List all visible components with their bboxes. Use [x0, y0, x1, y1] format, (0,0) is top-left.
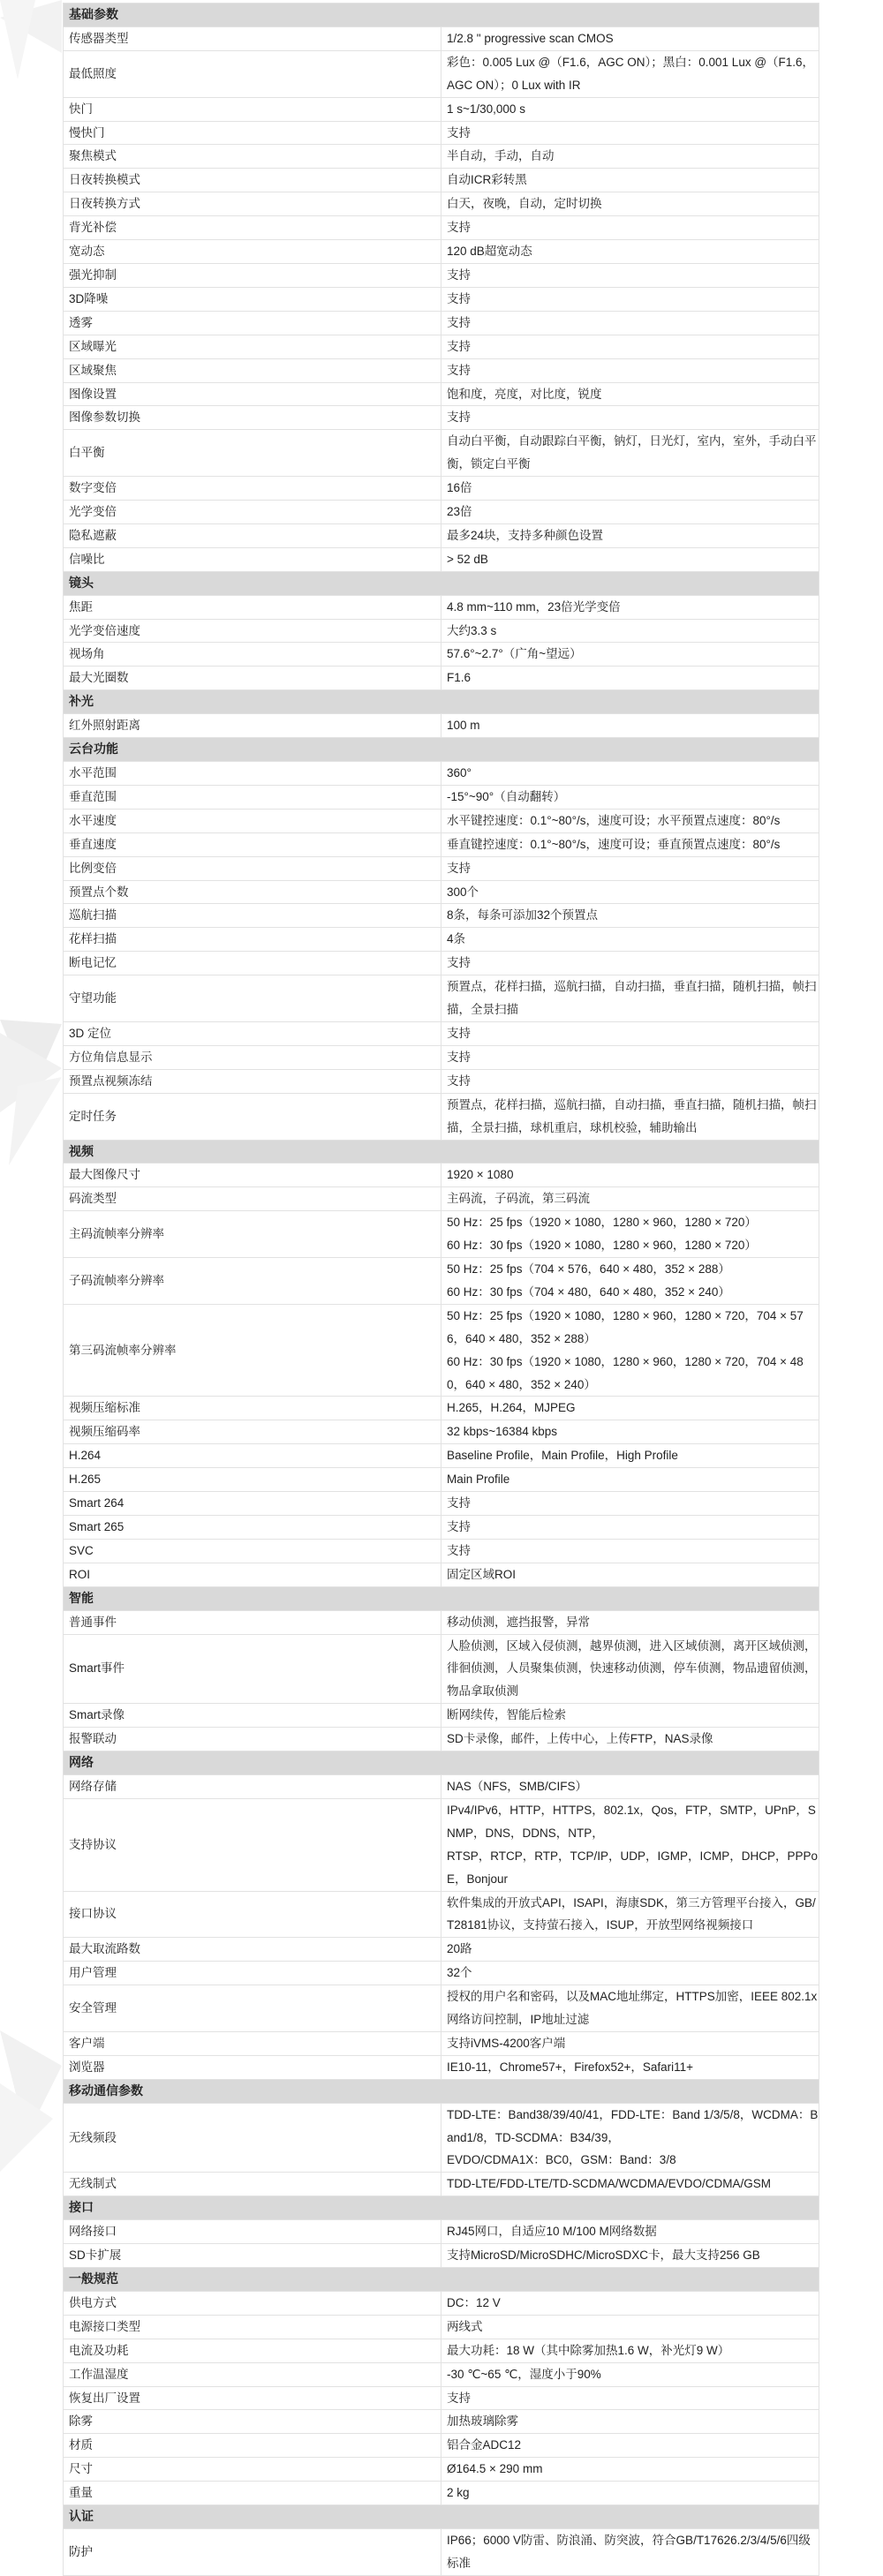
spec-key: 视频压缩码率 [64, 1420, 442, 1444]
table-row [64, 1774, 819, 1798]
spec-value: 自动白平衡，自动跟踪白平衡，钠灯，日光灯，室内，室外，手动白平衡，锁定白平衡 [442, 430, 819, 477]
spec-value [442, 1258, 819, 1305]
spec-key: 快门 [64, 97, 442, 121]
spec-value: 支持 [442, 263, 819, 287]
spec-value: 主码流，子码流，第三码流 [442, 1187, 819, 1211]
table-row [64, 1164, 819, 1187]
spec-table [63, 3, 819, 2576]
spec-value: > 52 dB [442, 547, 819, 571]
spec-key: 恢复出厂设置 [64, 2386, 442, 2410]
table-row [64, 2434, 819, 2458]
spec-value: 100 m [442, 714, 819, 738]
table-row [64, 809, 819, 832]
spec-key: 红外照射距离 [64, 714, 442, 738]
table-row [64, 2031, 819, 2055]
spec-value: DC：12 V [442, 2291, 819, 2315]
spec-key: 接口协议 [64, 1891, 442, 1938]
spec-key: Smart事件 [64, 1634, 442, 1704]
spec-key: 3D 定位 [64, 1021, 442, 1045]
table-row [64, 1610, 819, 1634]
spec-key: 比例变倍 [64, 856, 442, 880]
spec-key: 防护 [64, 2528, 442, 2575]
spec-value-line: TDD-LTE：Band38/39/40/41，FDD-LTE：Band 1/3/5/8，WCDMA：Band1/8，TD-SCDMA：B34/39， [447, 2107, 819, 2144]
spec-key: 普通事件 [64, 1610, 442, 1634]
spec-value: 最大功耗：18 W（其中除雾加热1.6 W，补光灯9 W） [442, 2339, 819, 2362]
spec-value: 支持 [442, 311, 819, 335]
table-row [64, 2528, 819, 2575]
spec-value-line: 50 Hz：25 fps（704 × 576，640 × 480，352 × 288） [447, 1262, 730, 1277]
spec-value: 1920 × 1080 [442, 1164, 819, 1187]
spec-value: 移动侦测，遮挡报警，异常 [442, 1610, 819, 1634]
spec-value: SD卡录像，邮件，上传中心，上传FTP，NAS录像 [442, 1728, 819, 1751]
spec-value [442, 1304, 819, 1397]
spec-value: 1 s~1/30,000 s [442, 97, 819, 121]
table-row [64, 1468, 819, 1492]
table-row [64, 1516, 819, 1540]
section-title: 云台功能 [64, 738, 819, 762]
spec-value: H.265，H.264，MJPEG [442, 1397, 819, 1420]
spec-value: 20路 [442, 1938, 819, 1962]
spec-value: 支持 [442, 1516, 819, 1540]
spec-value: 支持 [442, 287, 819, 311]
table-row [64, 904, 819, 928]
table-row [64, 1258, 819, 1305]
table-row [64, 2458, 819, 2482]
section-header [64, 1140, 819, 1164]
spec-key: 电源接口类型 [64, 2315, 442, 2339]
table-row [64, 145, 819, 169]
table-row [64, 1304, 819, 1397]
spec-value: 水平键控速度：0.1°~80°/s，速度可设；水平预置点速度：80°/s [442, 809, 819, 832]
spec-value: 支持 [442, 1539, 819, 1563]
spec-value: TDD-LTE/FDD-LTE/TD-SCDMA/WCDMA/EVDO/CDMA/GSM [442, 2173, 819, 2196]
spec-key: 工作温湿度 [64, 2362, 442, 2386]
spec-key: 材质 [64, 2434, 442, 2458]
spec-key: 日夜转换模式 [64, 169, 442, 192]
spec-value: 120 dB超宽动态 [442, 240, 819, 264]
section-title: 视频 [64, 1140, 819, 1164]
spec-value-line: 50 Hz：25 fps（1920 × 1080，1280 × 960，1280 × 720） [447, 1216, 757, 1230]
table-row [64, 358, 819, 382]
table-row [64, 1492, 819, 1516]
spec-key: 图像设置 [64, 382, 442, 406]
spec-key: 水平范围 [64, 762, 442, 786]
spec-key: 重量 [64, 2482, 442, 2505]
table-row [64, 1093, 819, 1140]
section-header [64, 690, 819, 714]
spec-value: 2 kg [442, 2482, 819, 2505]
spec-key: 守望功能 [64, 975, 442, 1022]
table-row [64, 50, 819, 97]
spec-value: Baseline Profile，Main Profile，High Profile [442, 1444, 819, 1468]
spec-value: Main Profile [442, 1468, 819, 1492]
spec-key: ROI [64, 1563, 442, 1586]
spec-key: 网络接口 [64, 2220, 442, 2244]
table-row [64, 1444, 819, 1468]
table-row [64, 2339, 819, 2362]
section-title: 基础参数 [64, 4, 819, 27]
section-title: 移动通信参数 [64, 2079, 819, 2103]
table-row [64, 2173, 819, 2196]
section-header [64, 571, 819, 595]
spec-value [442, 2103, 819, 2173]
spec-key: 数字变倍 [64, 477, 442, 501]
table-row [64, 1045, 819, 1069]
table-row [64, 2055, 819, 2079]
table-row [64, 619, 819, 643]
section-header [64, 2268, 819, 2292]
spec-key: 供电方式 [64, 2291, 442, 2315]
spec-key: 白平衡 [64, 430, 442, 477]
spec-value: 支持 [442, 1021, 819, 1045]
spec-key: 主码流帧率分辨率 [64, 1211, 442, 1258]
table-row [64, 97, 819, 121]
spec-key: 区域曝光 [64, 335, 442, 358]
table-row [64, 1563, 819, 1586]
spec-value: 支持 [442, 856, 819, 880]
spec-value: 16倍 [442, 477, 819, 501]
table-row [64, 2244, 819, 2268]
spec-value-line: 50 Hz：25 fps（1920 × 1080，1280 × 960，1280 × 720，704 × 576，640 × 480，352 × 288） [447, 1308, 804, 1345]
spec-key: 垂直速度 [64, 832, 442, 856]
spec-value: 57.6°~2.7°（广角~望远） [442, 643, 819, 667]
table-row [64, 928, 819, 952]
spec-key: SVC [64, 1539, 442, 1563]
table-row [64, 1021, 819, 1045]
table-row [64, 2220, 819, 2244]
table-row [64, 523, 819, 547]
table-row [64, 430, 819, 477]
table-row [64, 2291, 819, 2315]
section-header [64, 1751, 819, 1775]
section-title: 接口 [64, 2196, 819, 2220]
table-row [64, 1891, 819, 1938]
section-title: 一般规范 [64, 2268, 819, 2292]
spec-key: 花样扫描 [64, 928, 442, 952]
spec-key: 视频压缩标准 [64, 1397, 442, 1420]
table-row [64, 785, 819, 809]
spec-key: 巡航扫描 [64, 904, 442, 928]
spec-key: 方位角信息显示 [64, 1045, 442, 1069]
table-row [64, 26, 819, 50]
section-title: 认证 [64, 2505, 819, 2529]
spec-key: H.265 [64, 1468, 442, 1492]
spec-key: 无线制式 [64, 2173, 442, 2196]
spec-value: 加热玻璃除雾 [442, 2410, 819, 2434]
spec-value: 最多24块，支持多种颜色设置 [442, 523, 819, 547]
spec-key: 网络存储 [64, 1774, 442, 1798]
spec-key: 子码流帧率分辨率 [64, 1258, 442, 1305]
spec-value: 断网续传，智能后检索 [442, 1704, 819, 1728]
table-row [64, 1985, 819, 2032]
spec-key: 支持协议 [64, 1798, 442, 1891]
spec-key: 报警联动 [64, 1728, 442, 1751]
spec-value: 预置点，花样扫描，巡航扫描，自动扫描，垂直扫描，随机扫描，帧扫描，全景扫描，球机重启，球机校验，辅助输出 [442, 1093, 819, 1140]
table-row [64, 762, 819, 786]
spec-value: IE10-11，Chrome57+，Firefox52+，Safari11+ [442, 2055, 819, 2079]
spec-key: 光学变倍速度 [64, 619, 442, 643]
section-header [64, 4, 819, 27]
spec-key: SD卡扩展 [64, 2244, 442, 2268]
spec-key: 断电记忆 [64, 952, 442, 975]
table-row [64, 1187, 819, 1211]
spec-value: 支持 [442, 406, 819, 430]
section-header [64, 2079, 819, 2103]
spec-value: 人脸侦测，区域入侵侦测，越界侦测，进入区域侦测，离开区域侦测，徘徊侦测，人员聚集侦测，快速移动侦测，停车侦测，物品遗留侦测，物品拿取侦测 [442, 1634, 819, 1704]
spec-value [442, 1798, 819, 1891]
spec-value: 32 kbps~16384 kbps [442, 1420, 819, 1444]
table-row [64, 2482, 819, 2505]
spec-value [442, 1211, 819, 1258]
spec-value: 4条 [442, 928, 819, 952]
table-row [64, 1539, 819, 1563]
spec-key: 除雾 [64, 2410, 442, 2434]
table-row [64, 1704, 819, 1728]
spec-value: 32个 [442, 1962, 819, 1985]
spec-key: 信噪比 [64, 547, 442, 571]
spec-key: 焦距 [64, 595, 442, 619]
table-row [64, 856, 819, 880]
spec-value: Ø164.5 × 290 mm [442, 2458, 819, 2482]
spec-key: 第三码流帧率分辨率 [64, 1304, 442, 1397]
spec-key: 预置点个数 [64, 880, 442, 904]
spec-key: 背光补偿 [64, 216, 442, 240]
spec-value-line: RTSP，RTCP，RTP，TCP/IP，UDP，IGMP，ICMP，DHCP，PPPoE，Bonjour [447, 1849, 819, 1886]
spec-key: 客户端 [64, 2031, 442, 2055]
table-row [64, 880, 819, 904]
spec-value: 白天，夜晚，自动，定时切换 [442, 192, 819, 216]
table-row [64, 714, 819, 738]
spec-value: 彩色：0.005 Lux @（F1.6，AGC ON）；黑白：0.001 Lux @（F1.6，AGC ON）；0 Lux with IR [442, 50, 819, 97]
spec-value: RJ45网口，自适应10 M/100 M网络数据 [442, 2220, 819, 2244]
spec-key: 尺寸 [64, 2458, 442, 2482]
spec-value: 8条，每条可添加32个预置点 [442, 904, 819, 928]
spec-key: 水平速度 [64, 809, 442, 832]
spec-value-line: EVDO/CDMA1X：BC0，GSM：Band：3/8 [447, 2153, 676, 2167]
spec-value: 固定区域ROI [442, 1563, 819, 1586]
table-row [64, 477, 819, 501]
spec-key: 3D降噪 [64, 287, 442, 311]
table-row [64, 2362, 819, 2386]
spec-value: IP66；6000 V防雷、防浪涌、防突波，符合GB/T17626.2/3/4/5/6四级标准 [442, 2528, 819, 2575]
table-row [64, 1397, 819, 1420]
spec-value: 360° [442, 762, 819, 786]
spec-key: 最低照度 [64, 50, 442, 97]
section-header [64, 738, 819, 762]
spec-key: 图像参数切换 [64, 406, 442, 430]
table-row [64, 832, 819, 856]
spec-key: 预置点视频冻结 [64, 1069, 442, 1093]
spec-key: 区域聚焦 [64, 358, 442, 382]
spec-value: 授权的用户名和密码，以及MAC地址绑定，HTTPS加密，IEEE 802.1x网络访问控制，IP地址过滤 [442, 1985, 819, 2032]
table-row [64, 216, 819, 240]
section-header [64, 2505, 819, 2529]
spec-value-line: IPv4/IPv6，HTTP，HTTPS，802.1x，Qos，FTP，SMTP，UPnP，SNMP，DNS，DDNS，NTP， [447, 1803, 816, 1840]
section-title: 网络 [64, 1751, 819, 1775]
table-row [64, 1420, 819, 1444]
spec-key: 视场角 [64, 643, 442, 667]
spec-value: 软件集成的开放式API，ISAPI，海康SDK，第三方管理平台接入，GB/T28181协议，支持萤石接入，ISUP，开放型网络视频接口 [442, 1891, 819, 1938]
table-row [64, 240, 819, 264]
spec-value: 支持 [442, 1069, 819, 1093]
spec-value: 支持 [442, 2386, 819, 2410]
table-row [64, 335, 819, 358]
spec-key: 强光抑制 [64, 263, 442, 287]
table-row [64, 192, 819, 216]
spec-key: 安全管理 [64, 1985, 442, 2032]
table-row [64, 382, 819, 406]
spec-value: F1.6 [442, 667, 819, 690]
spec-value: 支持MicroSD/MicroSDHC/MicroSDXC卡，最大支持256 GB [442, 2244, 819, 2268]
spec-key: 传感器类型 [64, 26, 442, 50]
table-row [64, 595, 819, 619]
table-row [64, 667, 819, 690]
spec-key: 日夜转换方式 [64, 192, 442, 216]
table-row [64, 1211, 819, 1258]
spec-value: 铝合金ADC12 [442, 2434, 819, 2458]
spec-value: 4.8 mm~110 mm，23倍光学变倍 [442, 595, 819, 619]
spec-key: Smart录像 [64, 1704, 442, 1728]
table-row [64, 2315, 819, 2339]
table-row [64, 1938, 819, 1962]
spec-key: 垂直范围 [64, 785, 442, 809]
table-row [64, 121, 819, 145]
spec-key: 最大光圈数 [64, 667, 442, 690]
spec-value: 支持 [442, 216, 819, 240]
spec-value: 支持 [442, 358, 819, 382]
spec-key: 光学变倍 [64, 501, 442, 524]
section-title: 智能 [64, 1586, 819, 1610]
spec-value: 支持 [442, 952, 819, 975]
spec-key: 隐私遮蔽 [64, 523, 442, 547]
spec-value: 支持 [442, 121, 819, 145]
table-row [64, 311, 819, 335]
section-header [64, 2196, 819, 2220]
spec-value: 300个 [442, 880, 819, 904]
spec-value: 大约3.3 s [442, 619, 819, 643]
table-row [64, 2103, 819, 2173]
table-row [64, 406, 819, 430]
spec-value-line: 60 Hz：30 fps（704 × 480，640 × 480，352 × 240） [447, 1284, 730, 1299]
table-row [64, 2386, 819, 2410]
spec-key: 用户管理 [64, 1962, 442, 1985]
table-row [64, 1728, 819, 1751]
spec-value: 自动ICR彩转黑 [442, 169, 819, 192]
spec-key: 浏览器 [64, 2055, 442, 2079]
table-row [64, 263, 819, 287]
spec-value: 半自动，手动，自动 [442, 145, 819, 169]
table-row [64, 643, 819, 667]
spec-value: -30 ℃~65 ℃，湿度小于90% [442, 2362, 819, 2386]
spec-key: 码流类型 [64, 1187, 442, 1211]
spec-key: Smart 265 [64, 1516, 442, 1540]
table-row [64, 547, 819, 571]
table-row [64, 1634, 819, 1704]
table-row [64, 169, 819, 192]
table-row [64, 1962, 819, 1985]
spec-value: NAS（NFS，SMB/CIFS） [442, 1774, 819, 1798]
table-row [64, 501, 819, 524]
spec-value-line: 60 Hz：30 fps（1920 × 1080，1280 × 960，1280 × 720，704 × 480，640 × 480，352 × 240） [447, 1354, 804, 1391]
spec-value-line: 60 Hz：30 fps（1920 × 1080，1280 × 960，1280 × 720） [447, 1239, 757, 1253]
table-row [64, 2410, 819, 2434]
spec-value: 支持 [442, 1045, 819, 1069]
spec-key: 透雾 [64, 311, 442, 335]
spec-value: 支持 [442, 335, 819, 358]
spec-value: 饱和度，亮度，对比度，锐度 [442, 382, 819, 406]
section-header [64, 1586, 819, 1610]
spec-key: 聚焦模式 [64, 145, 442, 169]
spec-key: 定时任务 [64, 1093, 442, 1140]
spec-key: 最大取流路数 [64, 1938, 442, 1962]
spec-value: 预置点，花样扫描，巡航扫描，自动扫描，垂直扫描，随机扫描，帧扫描，全景扫描 [442, 975, 819, 1022]
table-row [64, 1798, 819, 1891]
section-title: 镜头 [64, 571, 819, 595]
spec-value: 两线式 [442, 2315, 819, 2339]
spec-value: 支持 [442, 1492, 819, 1516]
table-row [64, 1069, 819, 1093]
spec-key: H.264 [64, 1444, 442, 1468]
spec-key: Smart 264 [64, 1492, 442, 1516]
spec-key: 宽动态 [64, 240, 442, 264]
table-row [64, 952, 819, 975]
spec-key: 无线频段 [64, 2103, 442, 2173]
spec-value: 支持iVMS-4200客户端 [442, 2031, 819, 2055]
table-row [64, 975, 819, 1022]
table-row [64, 287, 819, 311]
spec-value: -15°~90°（自动翻转） [442, 785, 819, 809]
spec-key: 电流及功耗 [64, 2339, 442, 2362]
spec-value: 垂直键控速度：0.1°~80°/s，速度可设；垂直预置点速度：80°/s [442, 832, 819, 856]
spec-key: 最大图像尺寸 [64, 1164, 442, 1187]
spec-key: 慢快门 [64, 121, 442, 145]
spec-value: 23倍 [442, 501, 819, 524]
spec-value: 1/2.8 " progressive scan CMOS [442, 26, 819, 50]
section-title: 补光 [64, 690, 819, 714]
